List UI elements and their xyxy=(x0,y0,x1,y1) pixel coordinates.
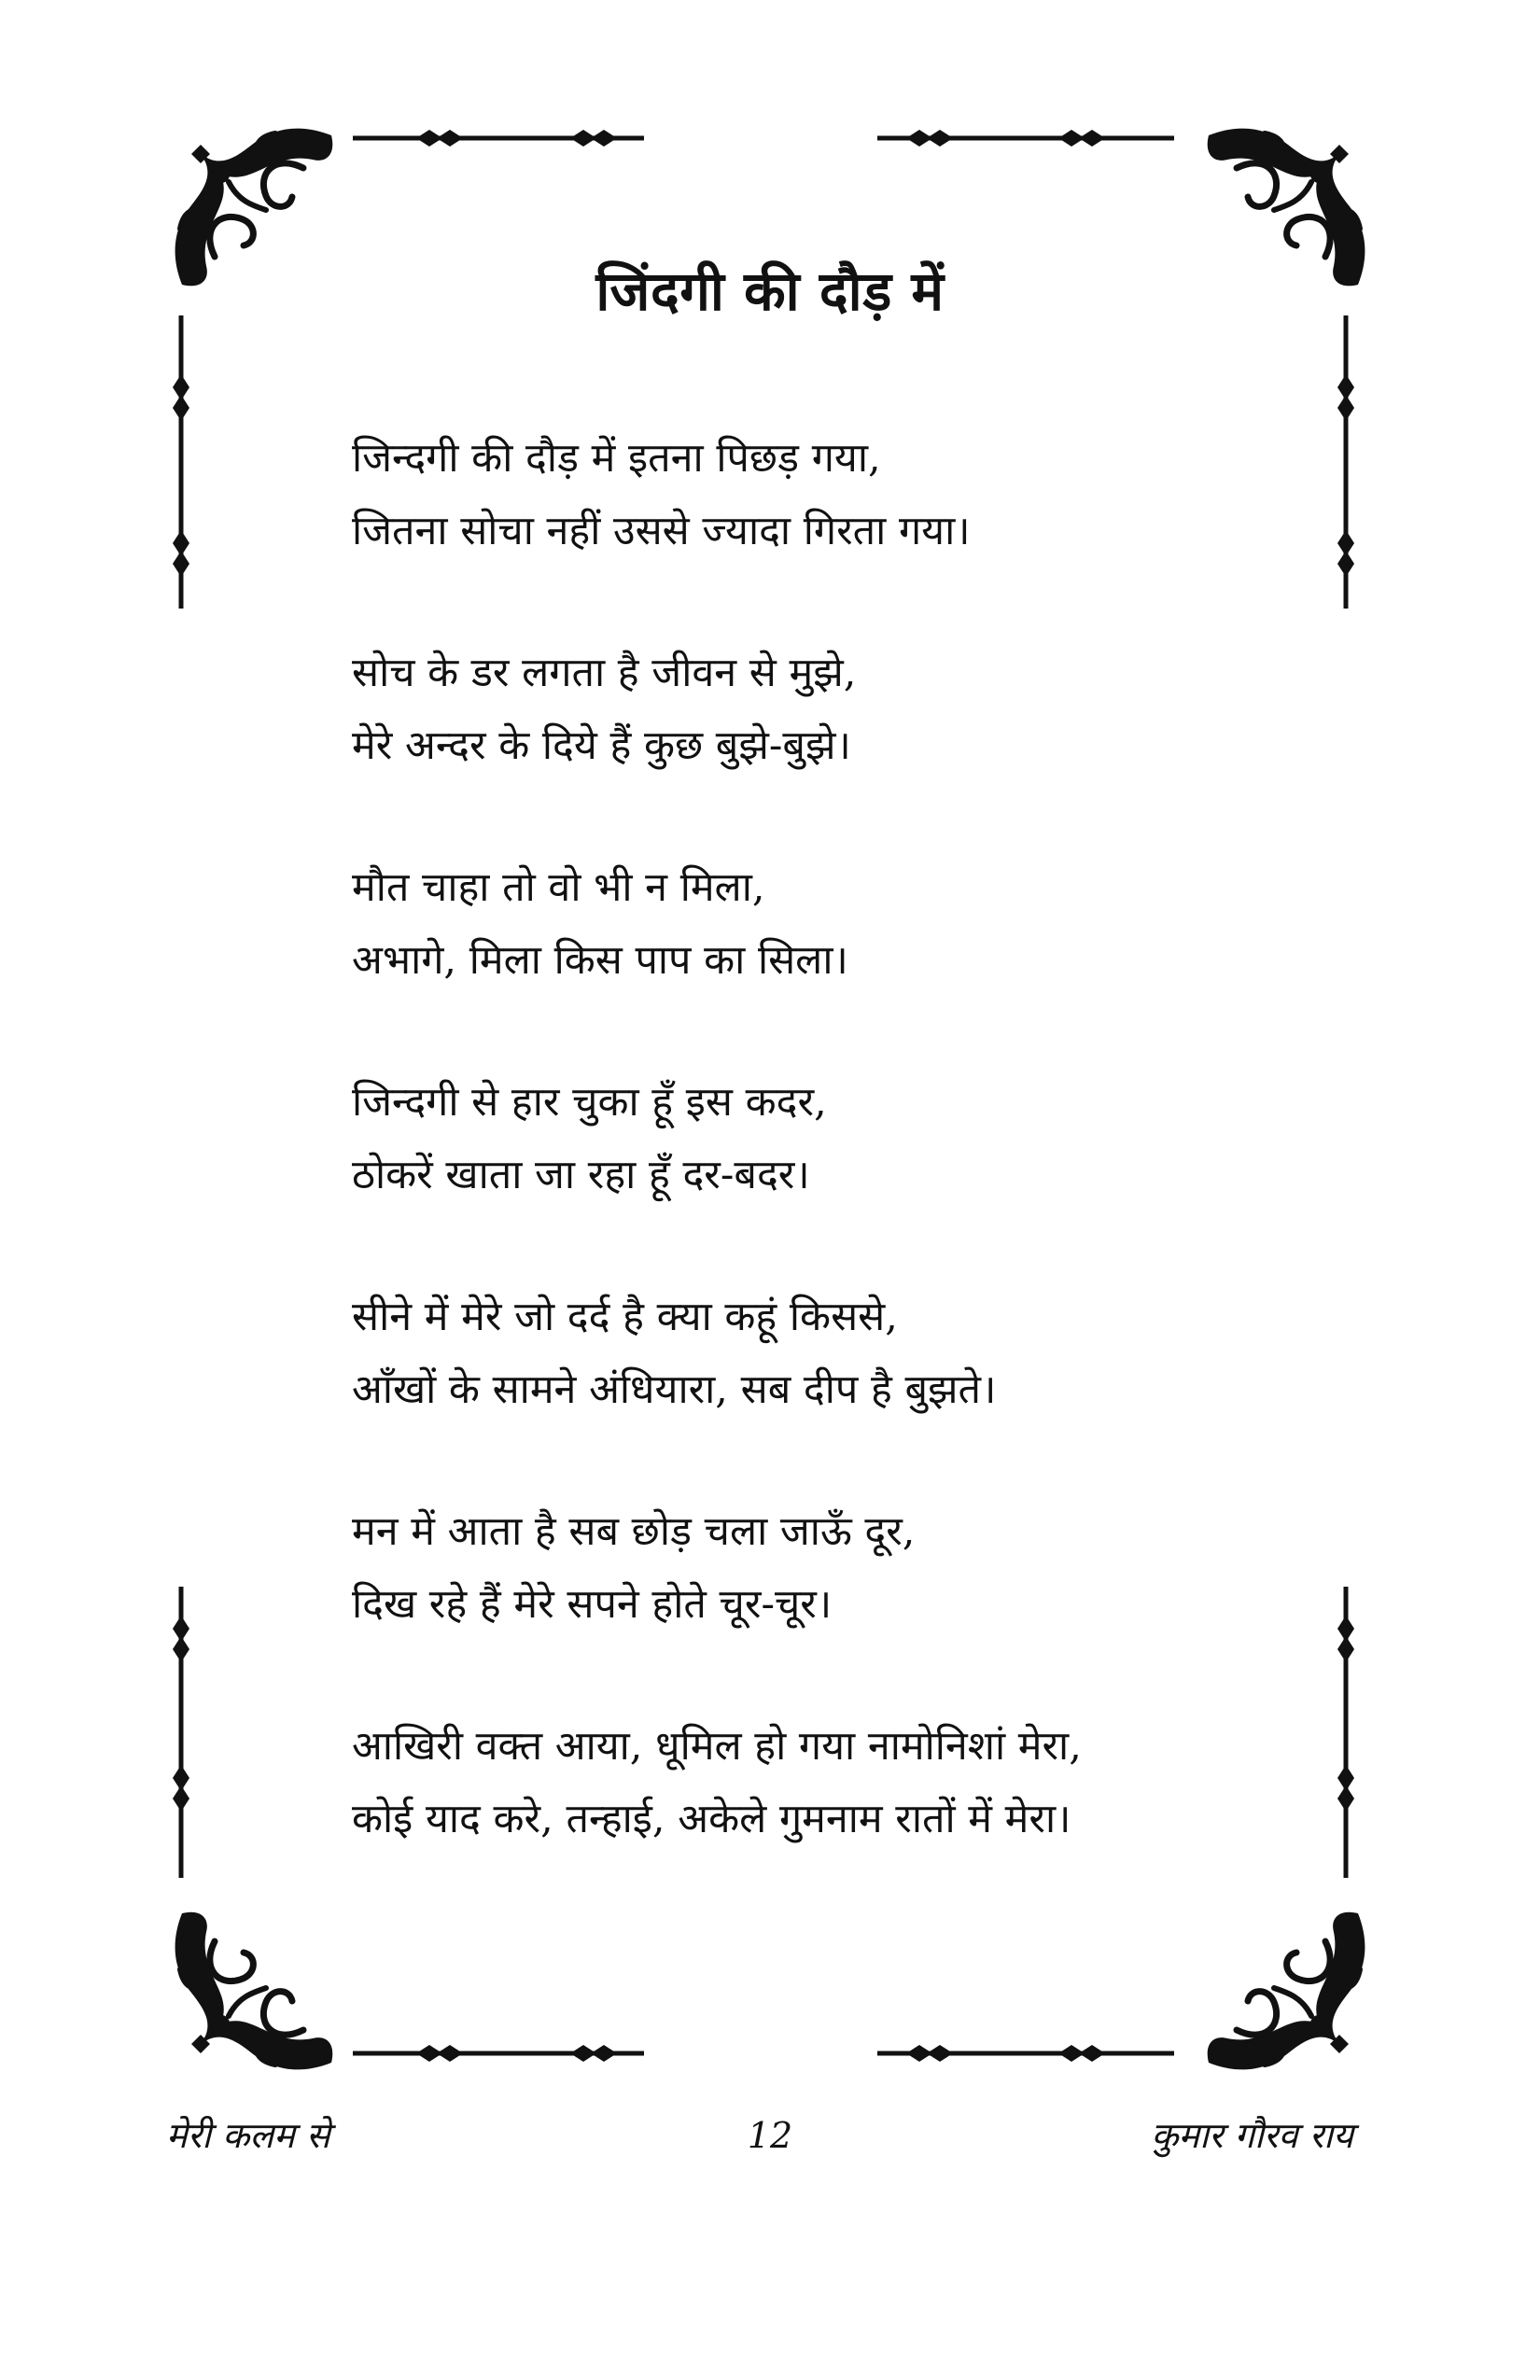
poem-line: मेरे अन्दर के दिये हैं कुछ बुझे-बुझे। xyxy=(352,722,851,769)
bottom-left-rule xyxy=(353,2045,644,2062)
poem-body xyxy=(352,422,1285,1925)
stanza xyxy=(352,1066,1285,1211)
poem-line: आखिरी वक्त आया, धूमिल हो गया नामोनिशां मेरा, xyxy=(352,1723,1082,1770)
poem-line: मन में आता है सब छोड़ चला जाऊँ दूर, xyxy=(352,1508,916,1555)
poem-line: ठोकरें खाता जा रहा हूँ दर-बदर। xyxy=(352,1152,810,1198)
top-left-rule xyxy=(353,130,644,147)
stanza xyxy=(352,637,1285,782)
right-upper-rule xyxy=(1337,315,1354,609)
poem-line: जितना सोचा नहीं उससे ज्यादा गिरता गया। xyxy=(352,508,971,554)
corner-flourish-icon xyxy=(175,1912,333,2070)
corner-flourish-icon xyxy=(1208,1912,1365,2070)
poem-title: जिंदगी की दौड़ में xyxy=(595,259,945,323)
poem-line: सोच के डर लगता है जीवन से मुझे, xyxy=(352,650,857,696)
stanza xyxy=(352,851,1285,997)
poem-line: सीने में मेरे जो दर्द है क्या कहूं किससे, xyxy=(352,1294,898,1340)
stanza xyxy=(352,1710,1285,1855)
poem-line: दिख रहे हैं मेरे सपने होते चूर-चूर। xyxy=(352,1581,833,1628)
footer-book-title: मेरी कलम से xyxy=(166,2115,330,2156)
poem-line: कोई याद करे, तन्हाई, अकेले गुमनाम रातों में मेरा। xyxy=(352,1796,1071,1842)
poem-line: जिन्दगी से हार चुका हूँ इस कदर, xyxy=(352,1079,827,1126)
stanza xyxy=(352,1495,1285,1641)
top-right-rule xyxy=(877,130,1174,147)
stanza xyxy=(352,1281,1285,1426)
poem-line: अभागे, मिला किस पाप का सिला। xyxy=(352,937,848,984)
stanza xyxy=(352,422,1285,567)
poem-line: मौत चाहा तो वो भी न मिला, xyxy=(352,864,765,911)
right-lower-rule xyxy=(1337,1587,1354,1878)
left-upper-rule xyxy=(173,315,189,609)
page-number: 12 xyxy=(747,2115,793,2156)
bottom-right-rule xyxy=(877,2045,1174,2062)
poem-line: आँखों के सामने अंधियारा, सब दीप है बुझते। xyxy=(352,1366,997,1413)
footer-author: कुमार गौरव राय xyxy=(1151,2115,1353,2156)
poem-line: जिन्दगी की दौड़ में इतना पिछड़ गया, xyxy=(352,435,881,482)
left-lower-rule xyxy=(173,1587,189,1878)
